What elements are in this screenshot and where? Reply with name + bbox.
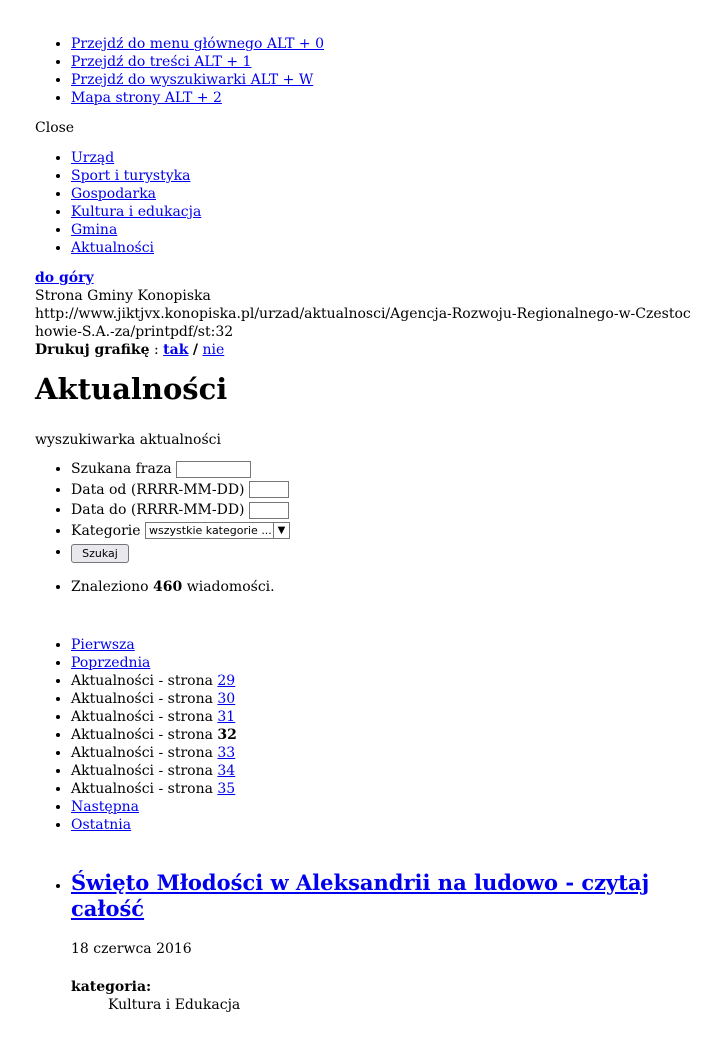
pager-item [71,708,725,726]
nav-item [71,203,725,221]
skip-to-search-link[interactable]: Przejdź do wyszukiwarki ALT + W [71,72,314,88]
news-date: 18 czerwca 2016 [71,940,192,957]
nav-item-aktualnosci[interactable]: Aktualności [71,240,155,256]
date-to-label: Data do (RRRR-MM-DD) [71,502,245,518]
date-from-input[interactable] [249,481,289,498]
search-title: wyszukiwarka aktualności [35,432,221,448]
print-slash: / [192,342,198,358]
nav-item [71,185,725,203]
skip-links [35,35,725,107]
skip-link-item [71,71,725,89]
print-graphics-line [35,341,725,359]
pager-page-link[interactable]: 30 [217,690,236,707]
pager-item [71,636,725,654]
site-name: Strona Gminy Konopiska [35,288,211,304]
pager-page-link[interactable]: 34 [217,762,236,779]
pager-page-prefix: Aktualności - strona [71,690,213,707]
page-title: Aktualności [35,372,228,406]
results-count: 460 [153,578,183,595]
page-url: http://www.jiktjvx.konopiska.pl/urzad/aktualnosci/Agencja-Rozwoju-Regionalnego-w-Czestochowie-S.A.-za/printpdf/st:32 [35,306,691,340]
results-suffix: wiadomości. [186,578,275,595]
pager-next-link[interactable]: Następna [71,798,140,815]
pager-page-prefix: Aktualności - strona [71,672,213,689]
results-prefix: Znaleziono [71,578,149,595]
news-title-link[interactable]: Święto Młodości w Aleksandrii na ludowo - czytaj całość [71,869,650,921]
nav-item [71,167,725,185]
nav-item [71,239,725,257]
date-to-row [71,500,725,521]
date-to-input[interactable] [249,502,289,519]
dropdown-arrow-icon: ▼ [273,523,289,538]
print-yes-link[interactable]: tak [163,342,189,358]
pager-first-link[interactable]: Pierwsza [71,636,135,653]
pager-current-page: 32 [217,726,237,743]
pager-prev-link[interactable]: Poprzednia [71,654,151,671]
nav-item-gmina[interactable]: Gmina [71,222,118,238]
pager-page-link[interactable]: 29 [217,672,236,689]
news-item [71,870,725,1014]
skip-to-menu-link[interactable]: Przejdź do menu głównego ALT + 0 [71,36,324,52]
pager-item [71,798,725,816]
nav-item-gospodarka[interactable]: Gospodarka [71,186,157,202]
pager-item [71,726,725,744]
search-phrase-label: Szukana fraza [71,461,172,477]
news-category-label: kategoria: [71,978,152,995]
print-no-link[interactable]: nie [202,342,225,358]
pager-page-link[interactable]: 31 [217,708,236,725]
category-label: Kategorie [71,522,141,539]
pager-item [71,780,725,798]
skip-link-item [71,89,725,107]
search-phrase-row [71,459,725,480]
pager-page-prefix: Aktualności - strona [71,744,213,761]
skip-link-item [71,35,725,53]
submit-row [71,541,725,562]
nav-item-kultura[interactable]: Kultura i edukacja [71,204,202,220]
nav-item-urzad[interactable]: Urząd [71,150,115,166]
sitemap-link[interactable]: Mapa strony ALT + 2 [71,90,222,106]
main-nav [35,149,725,257]
page [0,35,725,1014]
back-to-top-link[interactable]: do góry [35,270,94,286]
pager-page-prefix: Aktualności - strona [71,780,213,797]
pagination [35,636,725,834]
print-label: Drukuj grafikę [35,342,150,358]
pager-item [71,654,725,672]
pager-item [71,744,725,762]
skip-link-item [71,53,725,71]
pager-page-prefix: Aktualności - strona [71,762,213,779]
pager-page-link[interactable]: 33 [217,744,236,761]
news-list [35,870,725,1014]
category-select-value: wszystkie kategorie ... [149,524,272,537]
close-button[interactable]: Close [35,120,75,136]
search-submit-button[interactable]: Szukaj [71,544,129,563]
skip-to-content-link[interactable]: Przejdź do treści ALT + 1 [71,54,252,70]
results-count-item [71,578,725,596]
news-category-value: Kultura i Edukacja [108,996,241,1013]
date-from-label: Data od (RRRR-MM-DD) [71,481,245,498]
results-summary [35,578,725,596]
search-form [35,459,725,562]
print-colon: : [154,342,159,358]
pager-item [71,672,725,690]
pager-page-prefix: Aktualności - strona [71,708,213,725]
nav-item [71,149,725,167]
search-phrase-input[interactable] [176,461,251,478]
pager-page-prefix: Aktualności - strona [71,726,213,743]
category-row [71,521,725,542]
pager-item [71,762,725,780]
pager-item [71,816,725,834]
date-from-row [71,480,725,501]
pager-page-link[interactable]: 35 [217,780,236,797]
nav-item-sport[interactable]: Sport i turystyka [71,168,191,184]
back-to-top [35,269,725,287]
pager-item [71,690,725,708]
category-select[interactable] [145,522,290,539]
nav-item [71,221,725,239]
pager-last-link[interactable]: Ostatnia [71,816,132,833]
